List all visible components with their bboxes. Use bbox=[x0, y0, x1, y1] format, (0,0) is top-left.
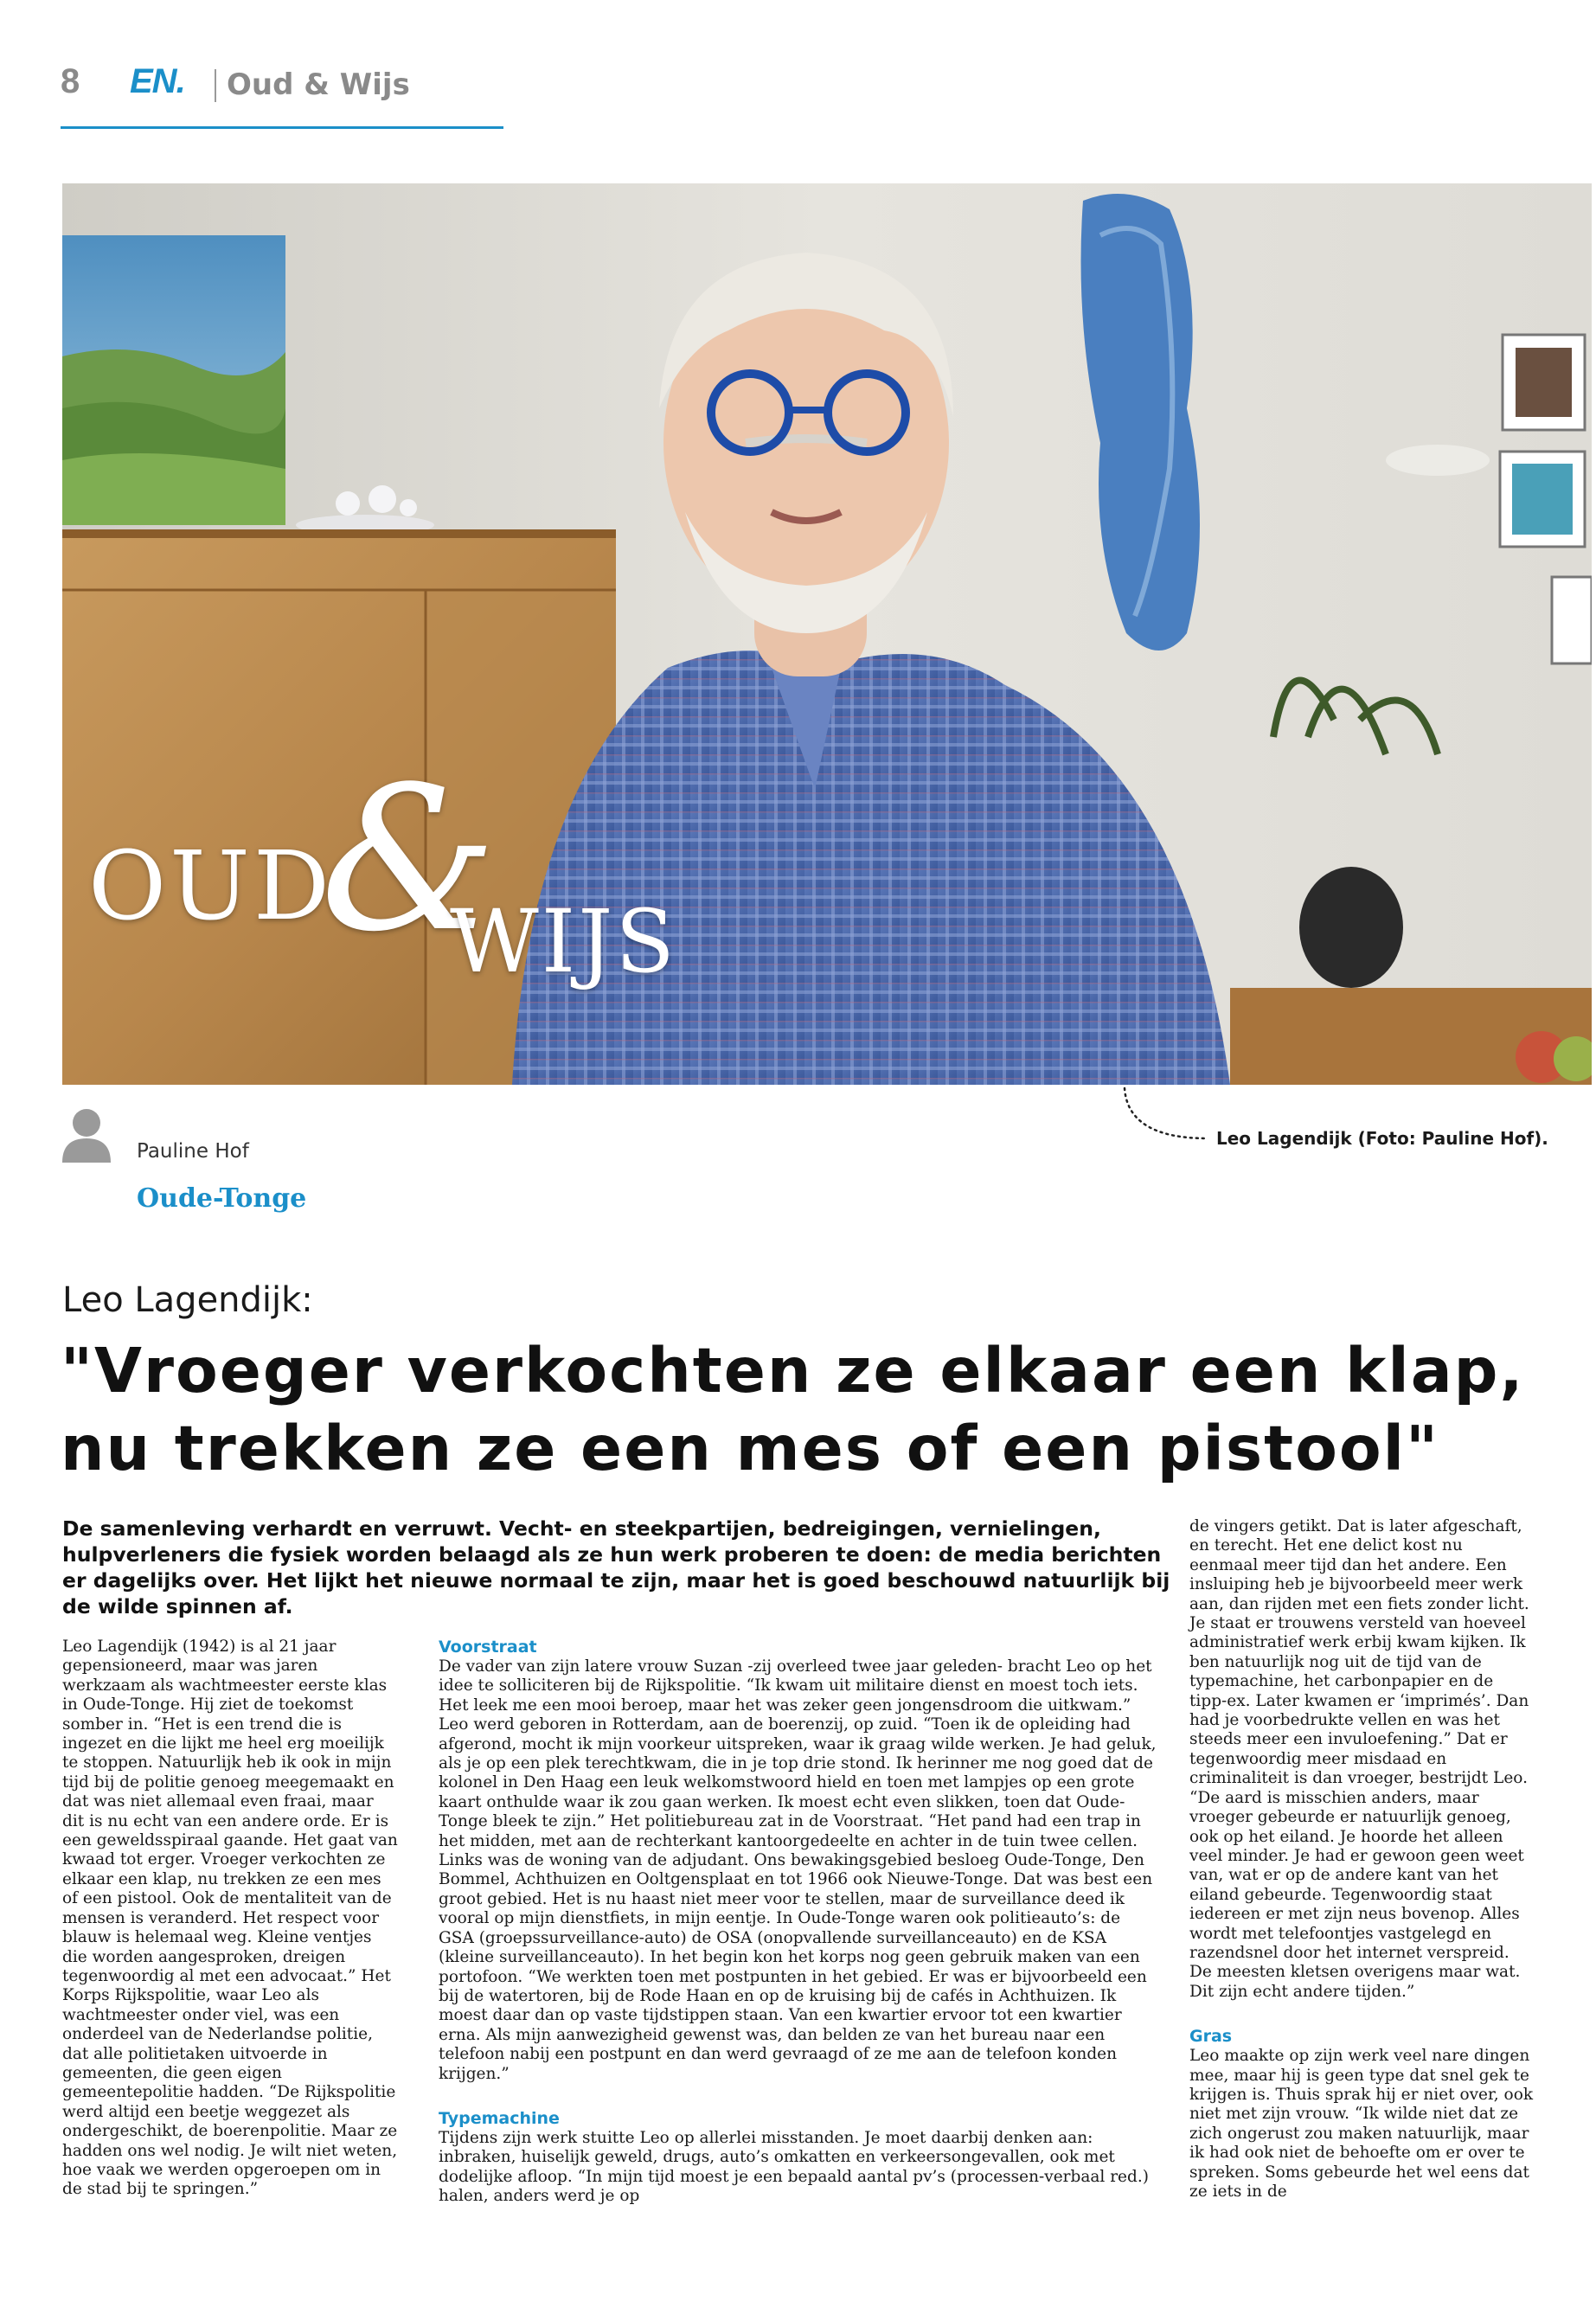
wordmark-oud: OUD bbox=[88, 830, 334, 941]
body-paragraph: Leo Lagendijk (1942) is al 21 jaar gepensioneerd, maar was jaren werkzaam als wachtmeester eerste klas in Oude-Tonge. Hij ziet de toekomst somber in. “Het is een trend die is ingezet en die lijkt me heel erg moeilijk te stoppen. Natuurlijk heb ik ook in mijn tijd bij de politie genoeg meegemaakt en dat was niet allemaal even fraai, maar dit is nu echt van een andere orde. Er is een geweldsspiraal gaande. Het gaat van kwaad tot erger. Vroeger verkochten ze elkaar een klap, nu trekken ze een mes of een pistool. Ook de mentaliteit van de mensen is veranderd. Het respect voor blauw is helemaal weg. Kleine ventjes die worden aangesproken, dreigen tegenwoordig al met een advocaat.” Het Korps Rijkspolitie, waar Leo als wachtmeester onder viel, was een onderdeel van de Nederlandse politie, dat alle politietaken uitvoerde in gemeenten, die geen eigen gemeentepolitie hadden. “De Rijkspolitie werd altijd een beetje weggezet als ondergeschikt, de boerenpolitie. Maar ze hadden ons wel nodig. Je wilt niet weten, hoe vaak we werden opgeroepen om in de stad bij te springen.” bbox=[62, 1638, 398, 2199]
body-paragraph: Leo maakte op zijn werk veel nare dingen mee, maar hij is geen type dat snel gek te krijgen is. Thuis sprak hij er niet over, ook niet met zijn vrouw. “Ik wilde niet dat ze zich ongerust zou maken natuurlijk, maar ik had ook niet de behoefte om er over te spreken. Soms gebeurde het wel eens dat ze iets in de bbox=[1189, 2047, 1534, 2201]
intro-paragraph: De samenleving verhardt en verruwt. Vecht- en steekpartijen, bedreigingen, vernielingen, hulpverleners die fysiek worden belaagd als ze hun werk proberen te doen: de media berichten er dagelijks over. Het lijkt het nieuwe normaal te zijn, maar het is goed beschouwd natuurlijk bij de wilde spinnen af. bbox=[62, 1516, 1170, 1618]
body-paragraph: De vader van zijn latere vrouw Suzan -zij overleed twee jaar geleden- bracht Leo op het idee te solliciteren bij de Rijkspolitie. “Ik kwam uit militaire dienst en moest toch iets. Het leek me een mooi beroep, maar het was zeker geen jongensdroom die uitkwam.” Leo werd geboren in Rotterdam, aan de boerenzij, op zuid. “Toen ik de opleiding had afgerond, mocht ik mijn voorkeur uitspreken, waar ik graag wilde werken. Je had geluk, als je op een plek terechtkwam, die in je top drie stond. Ik herinner me nog goed dat de kolonel in Den Haag een leuk welkomstwoord hield en toen met lampjes op een grote kaart onthulde waar ik zou gaan werken. Ik moest echt even slikken, toen dat Oude-Tonge bleek te zijn.” Het politiebureau zat in de Voorstraat. “Het pand had een trap in het midden, met aan de rechterkant kantoorgedeelte en achter in de tuin twee cellen. Links was de woning van de adjudant. Ons bewakingsgebied besloeg Oude-Tonge, Den Bommel, Achthuizen en Ooltgensplaat en tot 1966 ook Nieuwe-Tonge. Dat was best een groot gebied. Het is nu haast niet meer voor te stellen, maar de surveillance deed ik vooral op mijn dienstfiets, in mijn eentje. In Oude-Tonge waren ook politieauto’s: de GSA (groepssurveillance-auto) de OSA (onopvallende surveillanceauto) en de KSA (kleine surveillanceauto). In het begin kon het korps nog geen gebruik maken van een portofoon. “We werkten toen met postpunten in het gebied. Er was er bijvoorbeeld een bij de watertoren, bij de Rode Haan en op de kruising bij de cafés in Achthuizen. Ik moest daar dan op vaste tijdstippen staan. Van een kwartier ervoor tot een kwartier erna. Als mijn aanwezigheid gewenst was, dan belden ze van het bureau naar een telefoon nabij een postpunt en dan werd gevraagd of ze me aan de telefoon konden krijgen.” bbox=[439, 1657, 1157, 2083]
newspaper-logo: EN. bbox=[130, 62, 185, 100]
section-title: Oud & Wijs bbox=[227, 67, 410, 102]
headline-line-1: "Vroeger verkochten ze elkaar een klap, bbox=[61, 1335, 1525, 1407]
headline-line-2: nu trekken ze een mes of een pistool" bbox=[61, 1413, 1439, 1484]
wordmark-wijs: WIJS bbox=[450, 891, 677, 992]
body-paragraph: Tijdens zijn werk stuitte Leo op allerlei misstanden. Je moet daarbij denken aan: inbraken, huiselijk geweld, drugs, auto’s omkatten en verkeersongevallen, ook met dodelijke afloop. “In mijn tijd moest je een bepaald aantal pv’s (processen-verbaal red.) halen, anders werd je op bbox=[439, 2128, 1149, 2206]
body-paragraph: de vingers getikt. Dat is later afgeschaft, en terecht. Het ene delict kost nu eenmaal meer tijd dan het andere. Een insluiping heb je bijvoorbeeld meer werk aan, dan rijden met een fiets zonder licht. Je staat er trouwens versteld van hoeveel administratief werk erbij kwam kijken. Ik ben natuurlijk nog uit de tijd van de typemachine, het carbonpapier en de tipp-ex. Later kwamen er ‘imprimés’. Dan had je voorbedrukte vellen en was het steeds meer een invuloefening.” Dat er tegenwoordig meer misdaad en criminaliteit is dan vroeger, bestrijdt Leo. “De aard is misschien anders, maar vroeger gebeurde er natuurlijk genoeg, ook op het eiland. Je hoorde het alleen veel minder. Je had er gewoon geen weet van, wat er op de andere kant van het eiland gebeurde. Tegenwoordig staat iedereen er met zijn neus bovenop. Alles wordt met telefoontjes vastgelegd en razendsnel door het internet verspreid. De meesten kletsen overigens maar wat. Dit zijn echt andere tijden.” bbox=[1189, 1517, 1529, 2001]
photo-caption: Leo Lagendijk (Foto: Pauline Hof). bbox=[1216, 1128, 1548, 1149]
subheading-typemachine: Typemachine bbox=[439, 2108, 560, 2128]
subheading-voorstraat: Voorstraat bbox=[439, 1638, 537, 1657]
body-column-2 bbox=[439, 1637, 1157, 2207]
caption-pointer bbox=[1123, 1086, 1209, 1147]
body-column-1 bbox=[62, 1638, 400, 2200]
subheading-gras: Gras bbox=[1189, 2027, 1233, 2047]
page-number: 8 bbox=[61, 62, 80, 100]
body-column-3 bbox=[1189, 1517, 1535, 2202]
headline-kicker: Leo Lagendijk: bbox=[62, 1280, 313, 1320]
author-avatar-icon bbox=[62, 1107, 111, 1163]
article-photo bbox=[62, 183, 1592, 1085]
dateline-location: Oude-Tonge bbox=[137, 1183, 307, 1214]
header-divider bbox=[215, 69, 216, 102]
author-name: Pauline Hof bbox=[137, 1140, 249, 1163]
header-rule bbox=[61, 126, 503, 129]
wordmark-ampersand: & bbox=[320, 745, 497, 976]
headline bbox=[61, 1332, 1525, 1488]
